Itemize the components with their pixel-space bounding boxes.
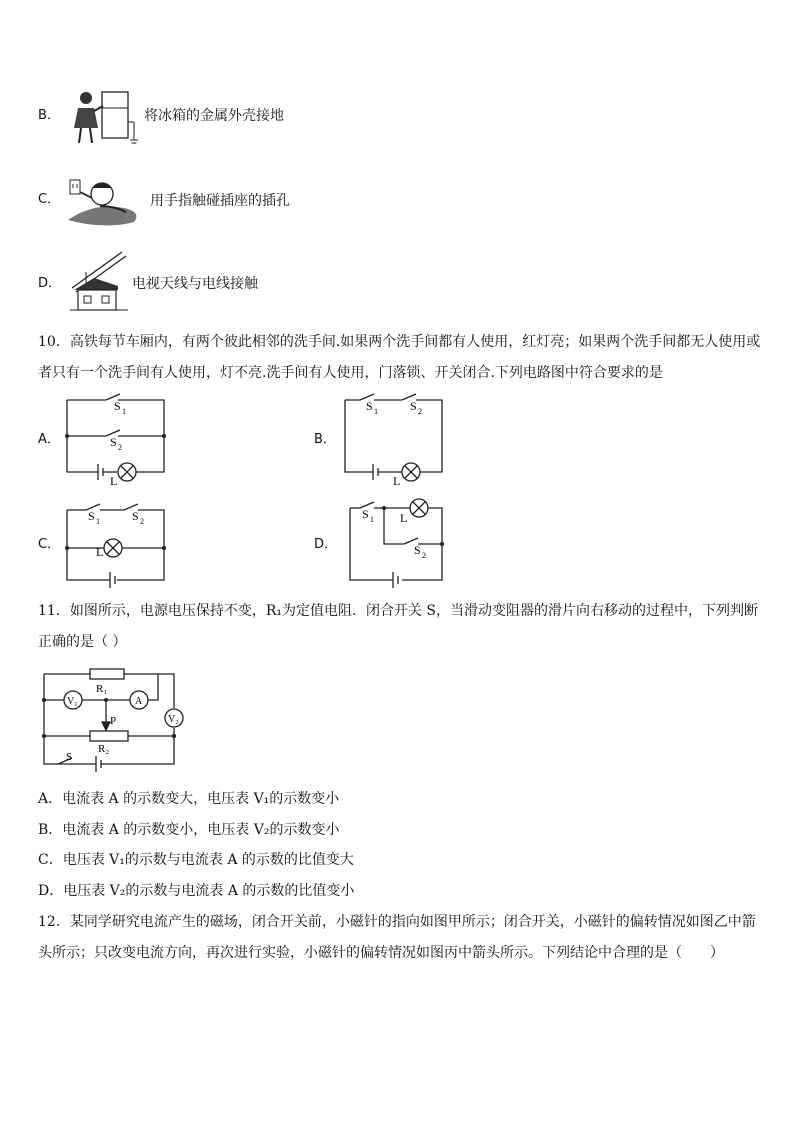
q9-option-b-text: 将冰箱的金属外壳接地 [144,108,284,124]
circuit-label: 1 [370,515,374,524]
circuit-label: 2 [418,407,422,416]
q11-stem [38,596,758,658]
q10-stem-line: 10．高铁每节车厢内，有两个彼此相邻的洗手间.如果两个洗手间都有人使用，红灯亮；如果两个洗手间都无人使用或 [38,334,761,350]
circuit-label: L [110,474,118,486]
circuit-label: 1 [122,407,126,416]
v1-meter-label: V₁ [67,696,78,707]
ammeter-label: A [135,696,143,707]
q11-option-d: D．电压表 V₂的示数与电流表 A 的示数的比值变小 [38,882,355,899]
q11-options [38,784,758,906]
slider-p-label: P [110,715,117,727]
q11-stem-line: 正确的是（ ） [38,634,127,650]
circuit-label: 1 [96,517,100,526]
circuit-label: S [414,543,421,557]
q11-option-b: B．电流表 A 的示数变小，电压表 V₂的示数变小 [38,821,340,838]
circuit-label: 2 [118,443,122,452]
q10-stem-line: 者只有一个洗手间有人使用，灯不亮.洗手间有人使用，门落锁、开关闭合.下列电路图中符合要求的是 [38,365,663,381]
q10-option-a-letter: A． [38,432,60,447]
q11-stem-line: 11．如图所示，电源电压保持不变，R₁为定值电阻．闭合开关 S，当滑动变阻器的滑片向右移动的过程中，下列判断 [38,603,759,619]
tv-antenna-power-line-illustration [66,250,132,314]
q10-stem [38,327,761,389]
v2-meter-label: V₂ [168,714,179,725]
r2-label: R₂ [98,743,110,755]
circuit-label: 2 [140,517,144,526]
q10-circuit-d [338,496,448,588]
q11-option-a: A．电流表 A 的示数变大，电压表 V₁的示数变小 [38,791,340,807]
q12-stem [38,907,758,969]
q10-option-c-letter: C． [38,537,61,552]
q11-option-c: C．电压表 V₁的示数与电流表 A 的示数的比值变大 [38,852,354,868]
circuit-label: L [400,511,408,525]
circuit-label: S [410,399,417,413]
circuit-label: 2 [422,551,426,560]
q12-stem-line: 头所示；只改变电流方向，再次进行实验，小磁针的偏转情况如图丙中箭头所示。下列结论中合理的是（ ） [38,945,724,961]
q10-circuit-c [60,498,170,588]
circuit-label: S [366,399,373,413]
circuit-label: S [362,507,369,521]
circuit-label: S [110,435,117,449]
circuit-label: S [132,509,139,523]
q9-option-c-letter: C． [38,192,61,207]
switch-s-label: S [66,751,73,763]
q10-circuit-b [338,392,448,486]
q9-option-d-letter: D． [38,276,62,291]
q9-option-b-letter: B． [38,108,60,123]
circuit-label: L [393,474,401,486]
child-touching-socket-illustration [64,172,144,228]
q10-circuit-a [60,392,170,486]
q10-option-b-letter: B． [314,432,336,447]
q10-option-d-letter: D． [314,537,338,552]
circuit-label: 1 [374,407,378,416]
q12-stem-line: 12．某同学研究电流产生的磁场，闭合开关前，小磁针的指向如图甲所示；闭合开关，小磁针的偏转情况如图乙中箭 [38,914,756,930]
r1-label: R₁ [96,683,108,695]
circuit-label: S [88,509,95,523]
q11-circuit-diagram [38,664,188,774]
q9-option-d-text: 电视天线与电线接触 [132,276,258,292]
circuit-label: L [96,545,104,559]
q9-option-c-text: 用手指触碰插座的插孔 [150,193,290,209]
circuit-label: S [114,399,121,413]
fridge-grounding-illustration [66,88,138,148]
